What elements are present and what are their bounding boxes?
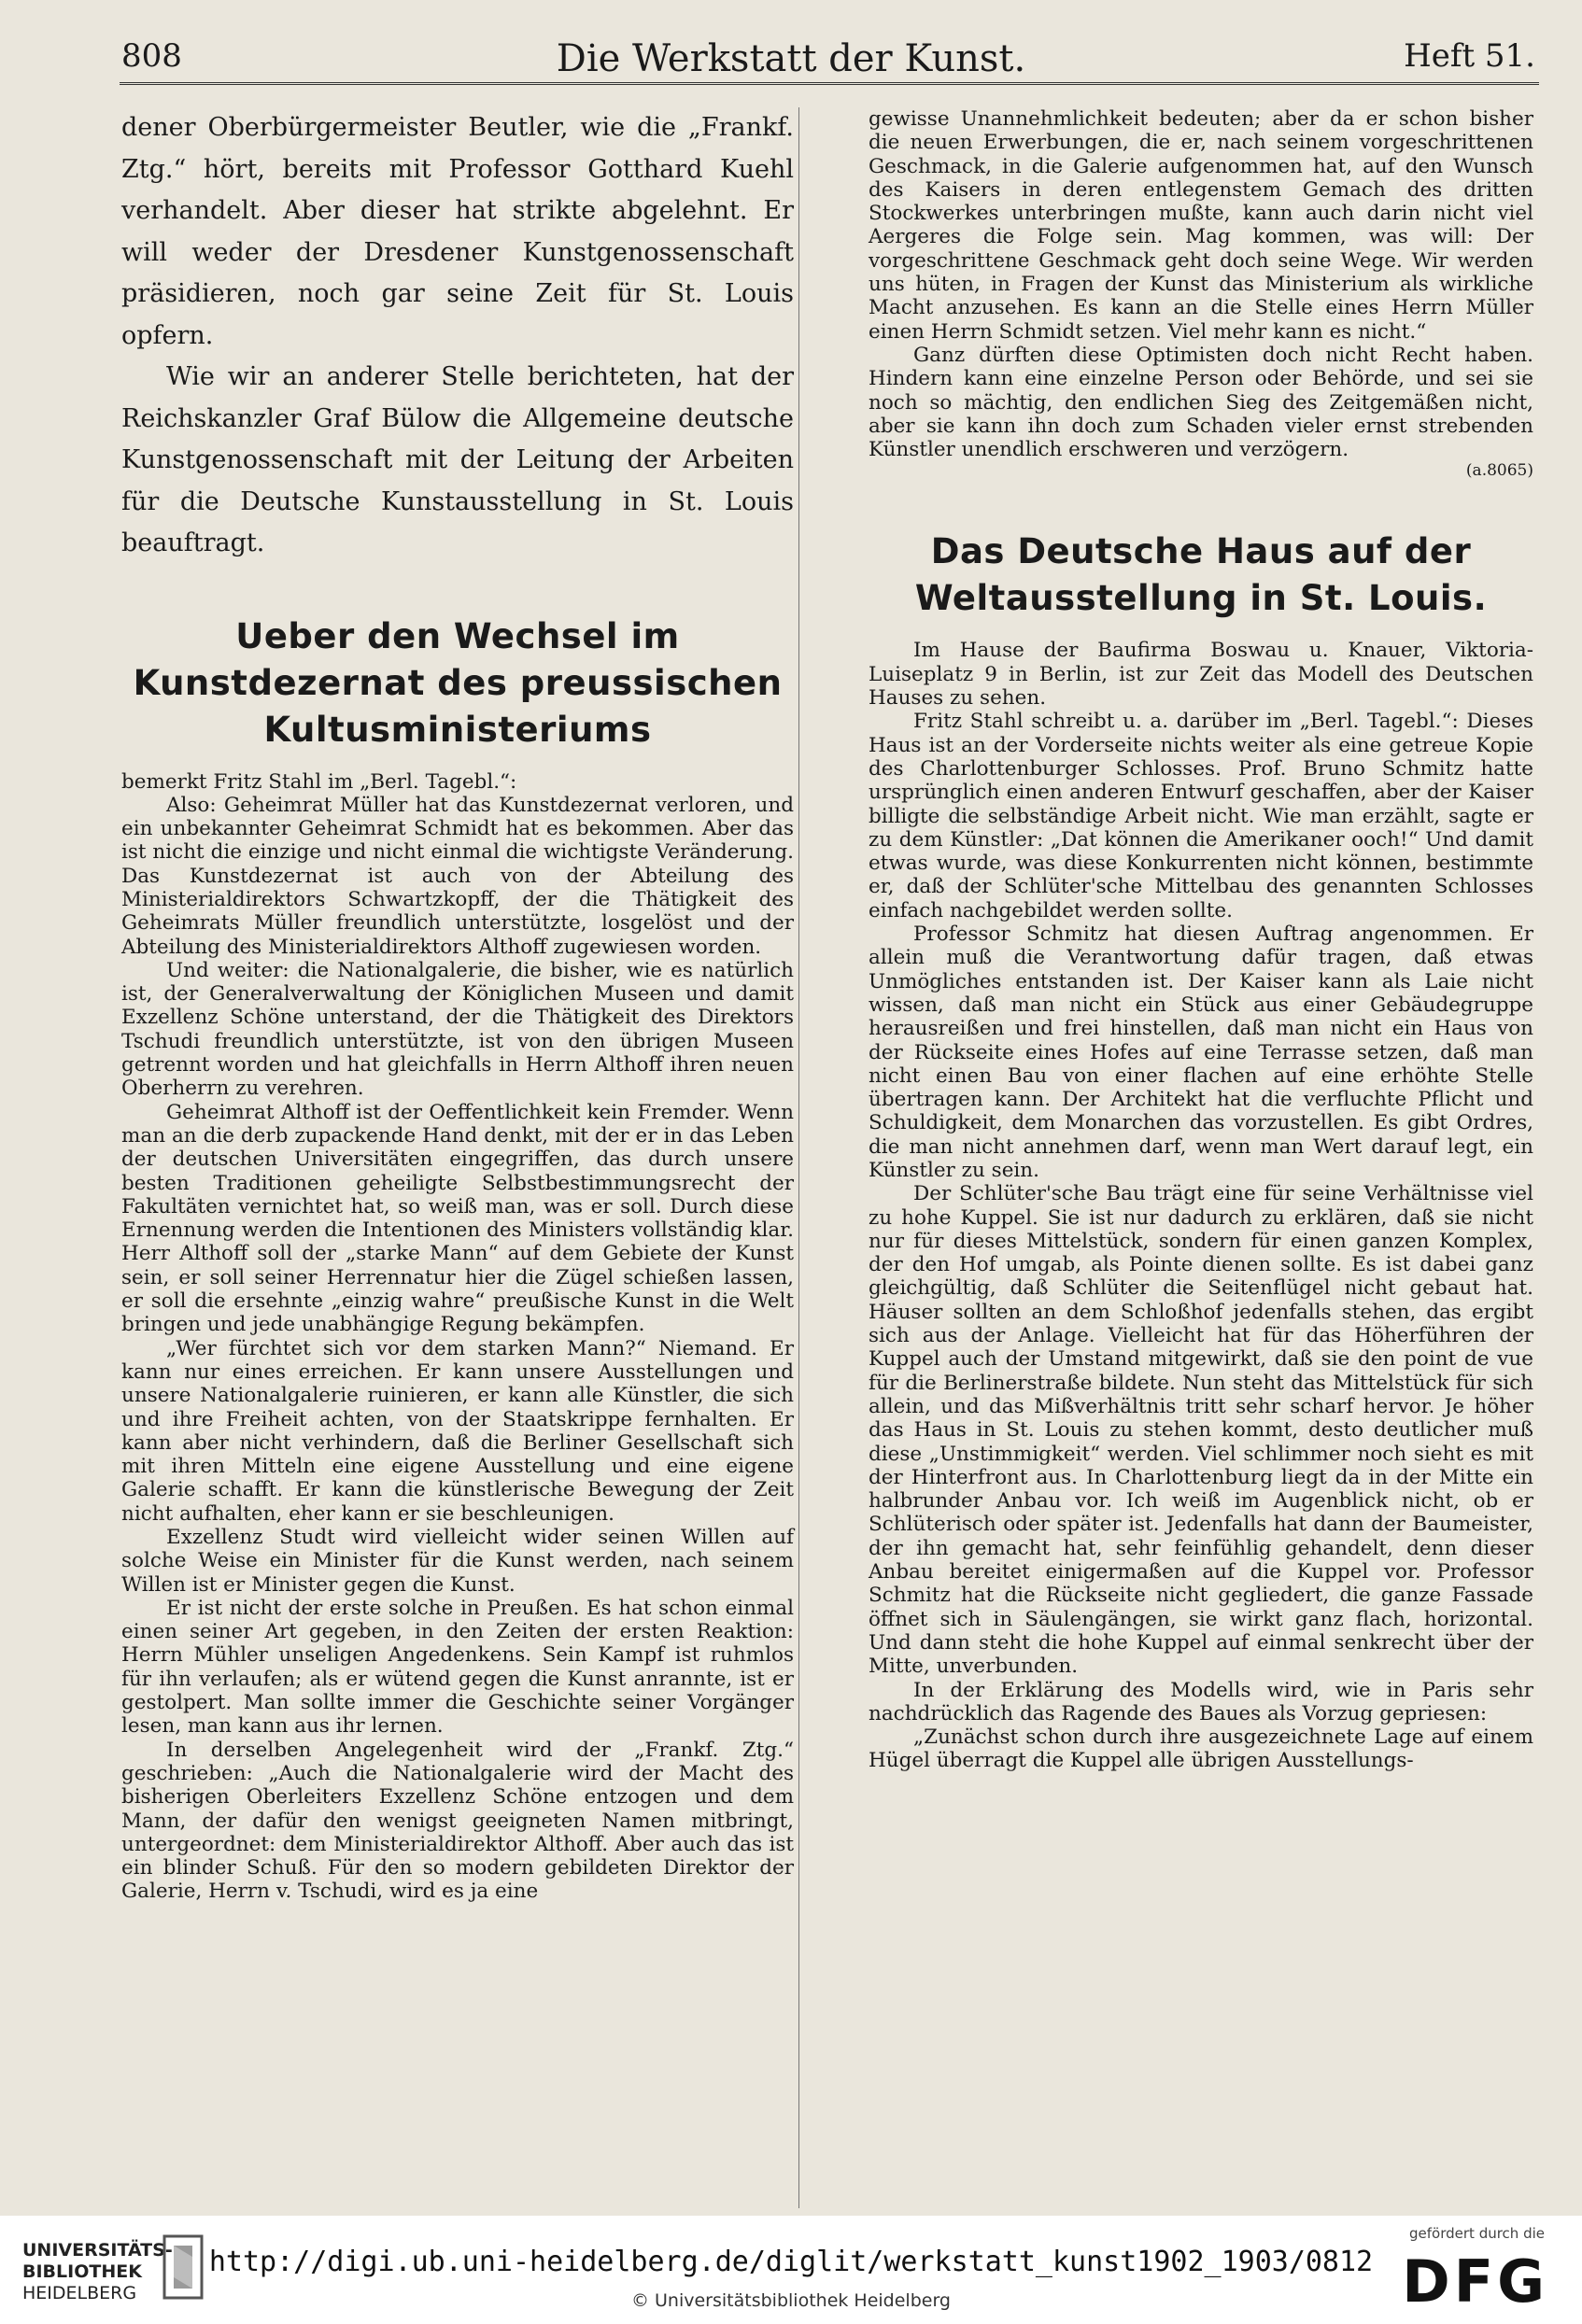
article-signature: (a.8065) xyxy=(1465,461,1533,481)
article-title-kunstdezernat: Ueber den Wechsel im Kunstdezernat des preussischen Kultusministeriums xyxy=(133,615,783,750)
issue-number: Heft 51. xyxy=(1404,37,1535,75)
article-paragraph: Geheimrat Althoff ist der Oeffentlichkeit kein Fremder. Wenn man an die derb zupackende Hand denkt, mit der er in das Leben der deutschen Universitäten eingegriffen, das durch unsere besten Traditionen geheiligte Selbstbestimmungsrecht der Fakultäten vernichtet hat, so weiß man, was er soll. Durch diese Ernennung werden die Intentionen des Ministers vollständig klar. Herr Althoff soll der „starke Mann“ auf dem Gebiete der Kunst sein, er soll seiner Herrennatur hier die Zügel schießen lassen, er soll die ersehnte „einzig wahre“ preußische Kunst in die Welt bringen und jede unabhängige Regung bekämpfen. xyxy=(121,1100,794,1337)
permalink-url[interactable]: http://digi.ub.uni-heidelberg.de/diglit/werkstatt_kunst1902_1903/0812 xyxy=(208,2246,1374,2278)
article-paragraph: Professor Schmitz hat diesen Auftrag angenommen. Er allein muß die Verantwortung dafür tragen, daß etwas Unmögliches entstanden ist. Der Kaiser kann als Laie nicht wissen, daß man nicht ein Stück aus einer Gebäudegruppe herausreißen und frei hinstellen, daß man nicht ein Haus von der Rückseite eines Hofes auf eine Terrasse setzen, daß man nicht einen Bau von einer flachen auf eine erhöhte Stelle übertragen kann. Der Architekt hat die verfluchte Pflicht und Schuldigkeit, dem Monarchen das vorzustellen. Es gibt Ordres, die man nicht annehmen darf, wenn man Wert darauf legt, ein Künstler zu sein. xyxy=(869,923,1533,1182)
continuation-paragraph: Ganz dürften diese Optimisten doch nicht Recht haben. Hindern kann eine einzelne Person oder Behörde, und sei sie noch so mächtig, den endlichen Sieg des Zeitgemäßen nicht, aber sie kann ihn doch zum Schaden vieler ernst strebenden Künstler unendlich erschweren und verzögern. xyxy=(869,343,1533,462)
dfg-logo: DFG xyxy=(1402,2247,1548,2316)
journal-title: Die Werkstatt der Kunst. xyxy=(556,37,1026,80)
right-column xyxy=(869,107,1533,1773)
article-paragraph: In derselben Angelegenheit wird der „Frankf. Ztg.“ geschrieben: „Auch die Nationalgalerie wird der Macht des bisherigen Oberleiters Exzellenz Schöne entzogen und dem Mann, der dafür den wenigst geeigneten Namen mitbringt, untergeordnet: dem Ministerialdirektor Althoff. Aber auch das ist ein blinder Schuß. Für den so modern gebildeten Direktor der Galerie, Herrn v. Tschudi, wird es ja eine xyxy=(121,1738,794,1904)
article-paragraph: Also: Geheimrat Müller hat das Kunstdezernat verloren, und ein unbekannter Geheimrat Schmidt hat es bekommen. Aber das ist nicht die einzige und nicht einmal die wichtigste Veränderung. Das Kunstdezernat ist auch von der Abteilung des Ministerialdirektors Schwartzkopff, der die Thätigkeit des Geheimrats Müller freundlich unterstützte, losgelöst und der Abteilung des Ministerialdirektors Althoff zugewiesen worden. xyxy=(121,793,794,959)
article-paragraph: Der Schlüter'sche Bau trägt eine für seine Verhältnisse viel zu hohe Kuppel. Sie ist nur dadurch zu erklären, daß sie nicht nur für dieses Mittelstück, sondern für einen ganzen Komplex, der den Hof umgab, als Pointe dienen sollte. Es ist dabei ganz gleichgültig, daß Schlüter die Seitenflügel nicht gebaut hat. Häuser sollten an dem Schloßhof jedenfalls stehen, das ergibt sich aus der Anlage. Vielleicht hat für das Höherführen der Kuppel auch der Umstand mitgewirkt, daß sie den point de vue für die Berlinerstraße bildete. Nun steht das Mittelstück für sich allein, und das Mißverhältnis tritt sehr scharf hervor. Je höher das Haus in St. Louis zu stehen kommt, desto deutlicher muß diese „Unstimmigkeit“ werden. Viel schlimmer noch sieht es mit der Hinterfront aus. In Charlottenburg liegt da in der Mitte ein halbrunder Anbau vor. Ich weiß im Augenblick nicht, ob er Schlüterisch oder später ist. Jedenfalls hat dann der Baumeister, der ihn gemacht hat, sehr feinfühlig gehandelt, denn dieser Anbau bereitet einigermaßen auf die Kuppel vor. Professor Schmitz hat die Rückseite nicht gegliedert, die ganze Fassade öffnet sich in Säulengängen, sie wirkt ganz flach, horizontal. Und dann steht die hohe Kuppel auf einmal senkrecht über der Mitte, unverbunden. xyxy=(869,1182,1533,1679)
byline: bemerkt Fritz Stahl im „Berl. Tagebl.“: xyxy=(121,769,517,794)
page-number: 808 xyxy=(121,37,182,75)
column-divider xyxy=(798,107,799,2208)
continuation-paragraph: gewisse Unannehmlichkeit bedeuten; aber da er schon bisher die neuen Erwerbungen, die er, nach seinem vorgeschrittenen Geschmack, in die Galerie aufgenommen hat, auf den Wunsch des Kaisers in deren entlegenstem Gemach des dritten Stockwerkes unterbringen mußte, kann auch darin nicht viel Aergeres die Folge sein. Mag kommen, was will: Der vorgeschrittene Geschmack geht doch seine Wege. Wir werden uns hüten, in Fragen der Kunst das Ministerium als wirkliche Macht anzusehen. Es kann an die Stelle eines Herrn Müller einen Herrn Schmidt setzen. Viel mehr kann es nicht.“ xyxy=(869,107,1533,344)
intro-paragraph: Wie wir an anderer Stelle berichteten, hat der Reichskanzler Graf Bülow die Allgemeine deutsche Kunstgenossenschaft mit der Leitung der Arbeiten für die Deutsche Kunstausstellung in St. Louis beauftragt. xyxy=(121,362,794,557)
library-name-line: BIBLIOTHEK xyxy=(22,2261,142,2282)
article-paragraph: Im Hause der Baufirma Boswau u. Knauer, Viktoria-Luiseplatz 9 in Berlin, ist zur Zeit das Modell des Deutschen Hauses zu sehen. xyxy=(869,639,1533,711)
library-name-line: UNIVERSITÄTS- xyxy=(22,2240,173,2261)
funding-note: gefördert durch die xyxy=(1409,2225,1545,2242)
library-city: HEIDELBERG xyxy=(22,2283,137,2303)
article-title-deutsches-haus: Das Deutsche Haus auf der Weltausstellung in St. Louis. xyxy=(914,531,1488,619)
intro-paragraph: dener Oberbürgermeister Beutler, wie die „Frankf. Ztg.“ hört, bereits mit Professor Gotthard Kuehl verhandelt. Aber dieser hat strikte abgelehnt. Er will weder der Dresdener Kunstgenossenschaft präsidieren, noch gar seine Zeit für St. Louis opfern. xyxy=(121,113,794,350)
article-paragraph: Fritz Stahl schreibt u. a. darüber im „Berl. Tagebl.“: Dieses Haus ist an der Vorderseite nichts weiter als eine getreue Kopie des Charlottenburger Schlosses. Prof. Bruno Schmitz hatte ursprünglich einen anderen Entwurf geschaffen, aber der Kaiser billigte die selbständige Arbeit nicht. Wie man erzählt, sagte er zu dem Künstler: „Dat können die Amerikaner ooch!“ Und damit etwas wurde, was diese Konkurrenten nicht können, bestimmte er, daß der Schlüter'sche Mittelbau des genannten Schlosses einfach nachgebildet werden sollte. xyxy=(869,710,1533,923)
article-paragraph: „Zunächst schon durch ihre ausgezeichnete Lage auf einem Hügel überragt die Kuppel alle übrigen Ausstellungs- xyxy=(869,1725,1533,1773)
article-paragraph: „Wer fürchtet sich vor dem starken Mann?“ Niemand. Er kann nur eines erreichen. Er kann unsere Ausstellungen und unsere Nationalgalerie ruinieren, er kann alle Künstler, die sich und ihre Freiheit achten, von der Staatskrippe fernhalten. Er kann aber nicht verhindern, daß die Berliner Gesellschaft sich mit ihren Mitteln eine eigene Ausstellung und eine eigene Galerie schafft. Er kann die künstlerische Bewegung der Zeit nicht aufhalten, eher kann er sie beschleunigen. xyxy=(121,1336,794,1526)
article-paragraph: In der Erklärung des Modells wird, wie in Paris sehr nachdrücklich das Ragende des Baues als Vorzug gepriesen: xyxy=(869,1678,1533,1725)
article-paragraph: Er ist nicht der erste solche in Preußen. Es hat schon einmal einen seiner Art gegeben, in den Zeiten der ersten Reaktion: Herrn Mühler unseligen Angedenkens. Sein Kampf ist ruhmlos für ihn verlaufen; als er wütend gegen die Kunst anrannte, ist er gestolpert. Man sollte immer die Geschichte seiner Vorgänger lesen, man kann aus ihr lernen. xyxy=(121,1596,794,1739)
article-paragraph: Und weiter: die Nationalgalerie, die bisher, wie es natürlich ist, der Generalverwaltung der Königlichen Museen und damit Exzellenz Schöne unterstand, der die Thätigkeit des Direktors Tschudi freundlich unterstützte, ist von den übrigen Museen getrennt worden und hat gleichfalls in Herrn Althoff ihren neuen Oberherrn zu verehren. xyxy=(121,958,794,1101)
article-paragraph: Exzellenz Studt wird vielleicht wider seinen Willen auf solche Weise ein Minister für die Kunst werden, nach seinem Willen ist er Minister gegen die Kunst. xyxy=(121,1526,794,1597)
copyright-notice: © Universitätsbibliothek Heidelberg xyxy=(630,2290,951,2311)
footer-bar xyxy=(0,2216,1582,2324)
left-column xyxy=(121,107,794,1904)
header-rule xyxy=(120,82,1539,85)
